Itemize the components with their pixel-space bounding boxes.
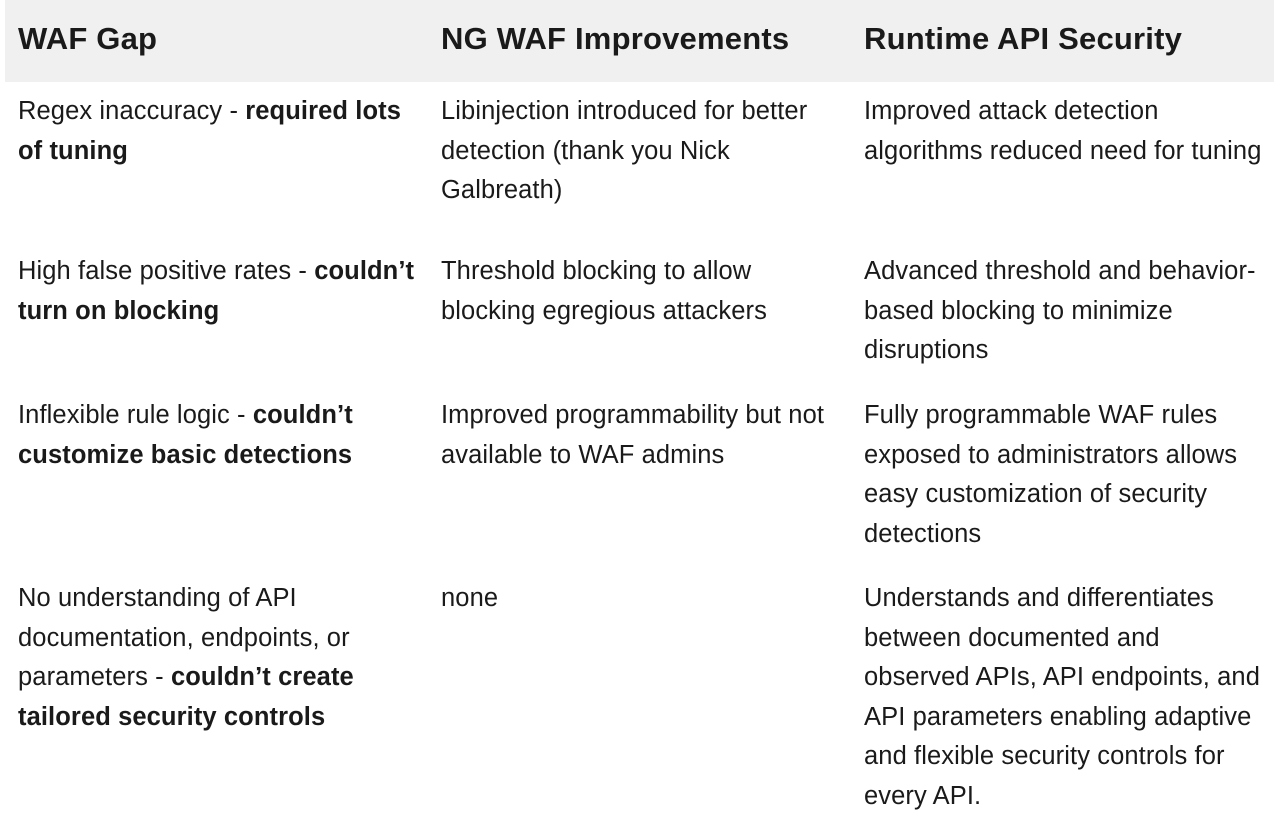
table-row: [5, 569, 1274, 819]
header-row: [5, 0, 1274, 82]
cell-ng-waf: Improved programmability but not available to WAF admins: [441, 401, 825, 469]
header-runtime-api-security: Runtime API Security: [864, 21, 1183, 56]
gap-consequence: couldn’t turn on blocking: [18, 257, 415, 325]
gap-consequence: couldn’t create tailored security controls: [18, 663, 354, 731]
gap-consequence: required lots of tuning: [18, 97, 401, 165]
gap-description: High false positive rates -: [18, 257, 315, 285]
gap-description: No understanding of API documentation, endpoints, or parameters -: [18, 584, 350, 691]
table-row: [5, 82, 1274, 242]
header-ng-waf-improvements: NG WAF Improvements: [441, 21, 790, 56]
gap-description: Inflexible rule logic -: [18, 401, 253, 429]
cell-runtime-api: Fully programmable WAF rules exposed to administrators allows easy customization of security detections: [864, 401, 1238, 548]
cell-waf-gap: [5, 569, 428, 819]
cell-waf-gap: [5, 242, 428, 386]
cell-waf-gap: [5, 386, 428, 569]
cell-runtime-api: Understands and differentiates between documented and observed APIs, API endpoints, and API parameters enabling adaptive and flexible security controls for every API.: [864, 584, 1260, 810]
table-header: [5, 0, 1274, 82]
cell-ng-waf: Libinjection introduced for better detection (thank you Nick Galbreath): [441, 97, 808, 204]
comparison-table-container: [5, 0, 1274, 819]
table-row: [5, 242, 1274, 386]
cell-runtime-api: Improved attack detection algorithms reduced need for tuning: [864, 97, 1262, 165]
table-row: [5, 386, 1274, 569]
header-waf-gap: WAF Gap: [18, 21, 158, 56]
cell-ng-waf: none: [441, 584, 499, 612]
cell-waf-gap: [5, 82, 428, 242]
table-body: [5, 82, 1274, 819]
cell-runtime-api: Advanced threshold and behavior-based blocking to minimize disruptions: [864, 257, 1256, 364]
comparison-table: [5, 0, 1274, 819]
cell-ng-waf: Threshold blocking to allow blocking egregious attackers: [441, 257, 767, 325]
gap-description: Regex inaccuracy -: [18, 97, 246, 125]
gap-consequence: couldn’t customize basic detections: [18, 401, 353, 469]
